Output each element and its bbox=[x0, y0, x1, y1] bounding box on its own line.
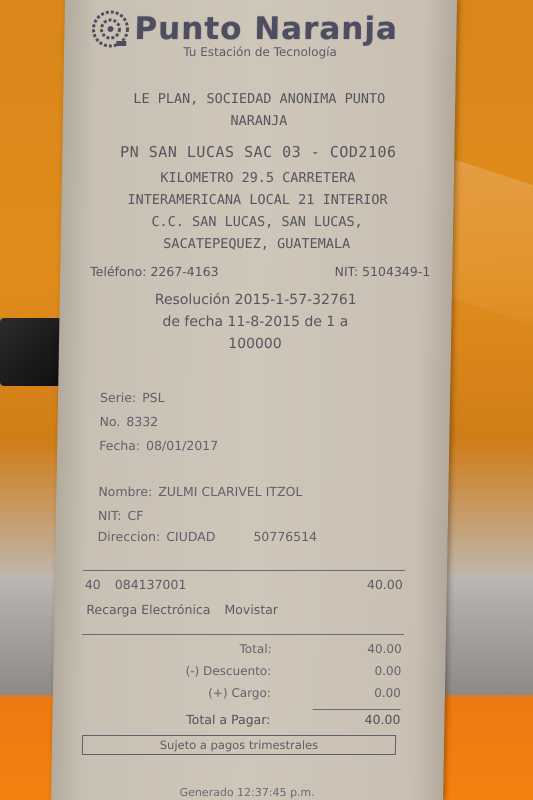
phone-nit-row bbox=[90, 264, 430, 279]
invoice-date bbox=[99, 438, 218, 453]
store-phone bbox=[90, 264, 219, 279]
item-description: Recarga Electrónica bbox=[86, 602, 211, 617]
customer-address-value: CIUDAD bbox=[166, 529, 216, 544]
customer-address-label: Direccion: bbox=[97, 529, 161, 544]
divider bbox=[82, 634, 404, 635]
customer-name bbox=[98, 484, 302, 499]
line-item-description bbox=[86, 602, 292, 617]
item-provider: Movistar bbox=[224, 602, 279, 617]
subtotal-value: 40.00 bbox=[367, 642, 402, 656]
nit-label: NIT: bbox=[334, 264, 359, 279]
divider bbox=[83, 570, 405, 571]
grand-total-value: 40.00 bbox=[364, 712, 401, 727]
customer-nit-value: CF bbox=[127, 508, 144, 523]
address-line: SACATEPEQUEZ, GUATEMALA bbox=[163, 236, 351, 252]
grand-total-label: Total a Pagar: bbox=[186, 712, 271, 727]
resolution-line: Resolución 2015-1-57-32761 bbox=[154, 292, 357, 308]
divider bbox=[313, 709, 401, 710]
customer-phone-value: 50776514 bbox=[253, 529, 318, 544]
company-name bbox=[63, 88, 456, 132]
phone-label: Teléfono: bbox=[90, 264, 147, 279]
brand-tagline: Tu Estación de Tecnología bbox=[183, 45, 337, 59]
address-line: KILOMETRO 29.5 CARRETERA bbox=[160, 170, 356, 186]
background-plastic-wrap bbox=[440, 155, 533, 325]
customer-address bbox=[97, 529, 317, 544]
number-label: No. bbox=[99, 414, 121, 429]
customer-nit-label: NIT: bbox=[97, 508, 122, 523]
punto-naranja-logo-icon bbox=[90, 9, 131, 49]
store-nit bbox=[334, 264, 430, 279]
address-line: INTERAMERICANA LOCAL 21 INTERIOR bbox=[127, 192, 388, 208]
subtotal-label: Total: bbox=[239, 642, 272, 656]
tax-note: Sujeto a pagos trimestrales bbox=[82, 735, 396, 755]
item-amount: 40.00 bbox=[366, 577, 403, 592]
charge-value: 0.00 bbox=[374, 686, 402, 700]
date-label: Fecha: bbox=[99, 438, 141, 453]
resolution-text bbox=[59, 289, 452, 355]
receipt bbox=[51, 0, 457, 800]
discount-value: 0.00 bbox=[374, 664, 402, 678]
branch-name: PN SAN LUCAS SAC 03 - COD2106 bbox=[119, 143, 397, 161]
resolution-line: de fecha 11-8-2015 de 1 a bbox=[162, 314, 349, 330]
customer-nit bbox=[98, 508, 144, 523]
number-value: 8332 bbox=[126, 414, 159, 429]
discount-label: (-) Descuento: bbox=[185, 664, 272, 678]
address-line: C.C. SAN LUCAS, SAN LUCAS, bbox=[151, 214, 363, 230]
phone-value: 2267-4163 bbox=[150, 264, 219, 279]
generated-timestamp: Generado 12:37:45 p.m. bbox=[179, 786, 315, 799]
item-qty: 40 bbox=[84, 577, 101, 592]
nit-value: 5104349-1 bbox=[361, 264, 431, 279]
item-code: 084137001 bbox=[114, 577, 187, 592]
brand-name: Punto Naranja bbox=[134, 11, 399, 47]
store-address bbox=[61, 167, 455, 255]
serie-label: Serie: bbox=[99, 390, 137, 405]
company-line: NARANJA bbox=[230, 113, 288, 129]
customer-name-label: Nombre: bbox=[98, 484, 153, 499]
serie-value: PSL bbox=[142, 390, 165, 405]
company-line: LE PLAN, SOCIEDAD ANONIMA PUNTO bbox=[133, 91, 386, 107]
resolution-line: 100000 bbox=[228, 336, 282, 352]
invoice-number bbox=[99, 414, 158, 429]
charge-label: (+) Cargo: bbox=[208, 686, 272, 700]
background-phone bbox=[0, 318, 62, 386]
date-value: 08/01/2017 bbox=[145, 438, 219, 453]
invoice-serie bbox=[100, 390, 165, 405]
customer-name-value: ZULMI CLARIVEL ITZOL bbox=[158, 484, 303, 499]
brand-header bbox=[90, 8, 431, 50]
